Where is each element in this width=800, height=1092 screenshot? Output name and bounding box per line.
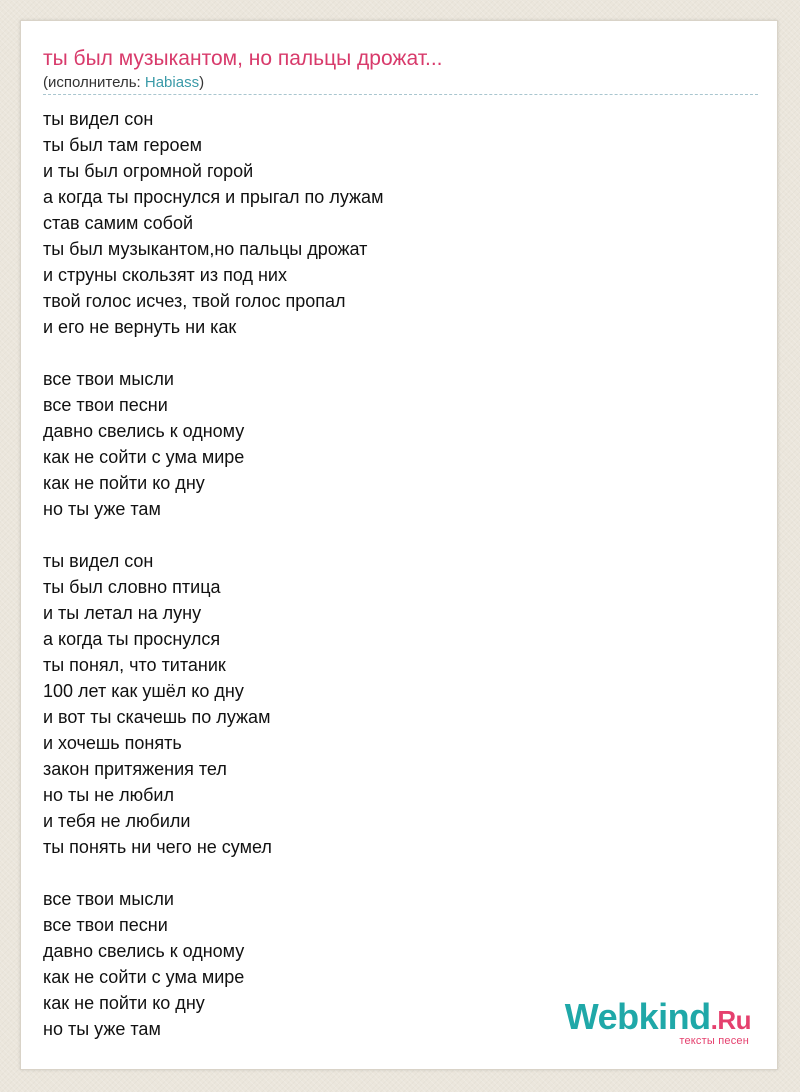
lyric-line: 100 лет как ушёл ко дну (43, 681, 244, 701)
logo-tld: .Ru (710, 1005, 751, 1035)
lyric-line: став самим собой (43, 213, 194, 233)
song-title: ты был музыкантом, но пальцы дрожат... (43, 47, 443, 70)
lyric-line: как не пойти ко дну (43, 993, 205, 1013)
lyric-line: давно свелись к одному (43, 941, 245, 961)
lyric-line: и струны скользят из под них (43, 265, 287, 285)
lyric-line: и его не вернуть ни как (43, 317, 237, 337)
logo-name: Webkind (564, 996, 711, 1037)
artist-suffix: ) (199, 74, 205, 91)
lyric-line: и хочешь понять (43, 733, 182, 753)
lyric-line: закон притяжения тел (43, 759, 227, 779)
lyric-line: и вот ты скачешь по лужам (43, 707, 271, 727)
lyric-line: все твои мысли (43, 369, 174, 389)
lyric-line: ты видел сон (43, 109, 154, 129)
lyric-line: как не сойти с ума мире (43, 967, 245, 987)
lyric-line: и ты был огромной горой (43, 161, 254, 181)
lyric-line: и ты летал на луну (43, 603, 202, 623)
lyric-line: ты понять ни чего не сумел (43, 837, 272, 857)
lyric-line: а когда ты проснулся (43, 629, 221, 649)
lyric-line: ты был музыкантом,но пальцы дрожат (43, 239, 368, 259)
site-logo[interactable] (561, 997, 751, 1049)
lyric-line: ты был там героем (43, 135, 202, 155)
lyric-line: давно свелись к одному (43, 421, 245, 441)
lyrics-stanza (43, 106, 733, 340)
lyric-line: все твои песни (43, 395, 168, 415)
lyric-line: но ты уже там (43, 499, 161, 519)
lyric-line: ты видел сон (43, 551, 154, 571)
logo-tagline: тексты песен (679, 1035, 749, 1047)
lyric-line: но ты не любил (43, 785, 174, 805)
lyric-line: ты понял, что титаник (43, 655, 226, 675)
lyric-line: но ты уже там (43, 1019, 161, 1039)
lyrics-body (43, 106, 733, 1068)
lyrics-stanza (43, 366, 733, 522)
artist-link[interactable]: Habiass (144, 74, 200, 91)
lyric-line: твой голос исчез, твой голос пропал (43, 291, 346, 311)
lyric-line: как не пойти ко дну (43, 473, 205, 493)
lyrics-card (20, 20, 778, 1070)
artist-line (43, 73, 204, 93)
logo-wordmark (565, 997, 751, 1040)
artist-prefix: (исполнитель: (43, 74, 145, 91)
lyric-line: как не сойти с ума мире (43, 447, 245, 467)
lyric-line: и тебя не любили (43, 811, 191, 831)
lyric-line: а когда ты проснулся и прыгал по лужам (43, 187, 384, 207)
title-divider (43, 94, 758, 95)
lyrics-stanza (43, 548, 733, 860)
lyric-line: все твои песни (43, 915, 168, 935)
lyric-line: все твои мысли (43, 889, 174, 909)
lyric-line: ты был словно птица (43, 577, 221, 597)
